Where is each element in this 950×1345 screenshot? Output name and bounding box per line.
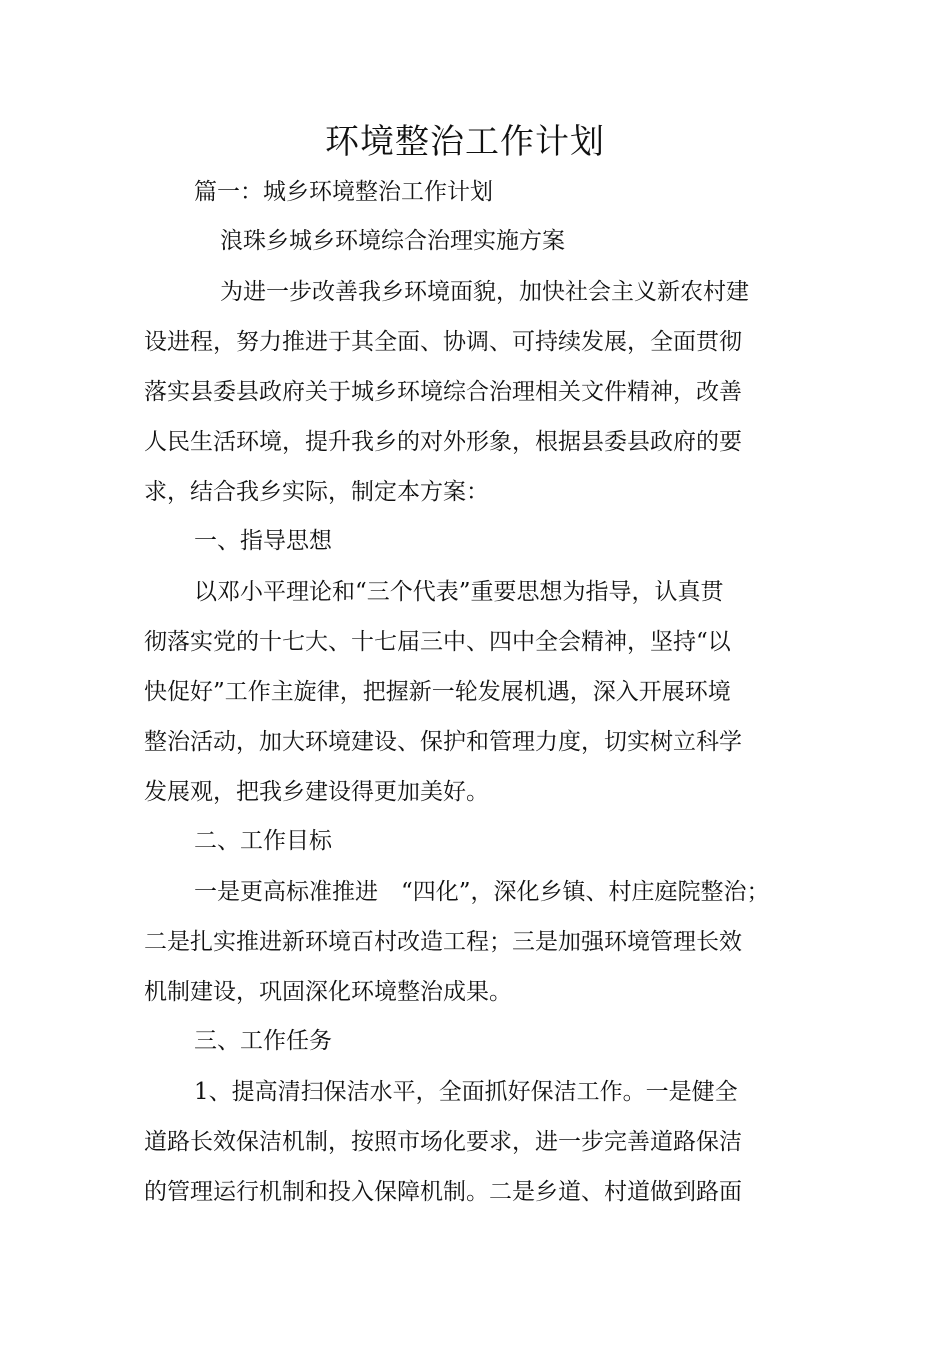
text-line: 发展观，把我乡建设得更加美好。	[144, 779, 489, 805]
section-heading-guiding-ideology: 一、指导思想	[194, 528, 332, 554]
text-line: 一是更高标准推进 “四化”，深化乡镇、村庄庭院整治；	[194, 879, 770, 905]
section-heading-work-goals: 二、工作目标	[194, 828, 332, 854]
text-line: 的管理运行机制和投入保障机制。二是乡道、村道做到路面	[144, 1179, 742, 1205]
text-line: 求，结合我乡实际，制定本方案：	[144, 479, 489, 505]
text-line: 机制建设，巩固深化环境整治成果。	[144, 979, 512, 1005]
text-line: 人民生活环境，提升我乡的对外形象，根据县委县政府的要	[144, 429, 742, 455]
text-line: 彻落实党的十七大、十七届三中、四中全会精神，坚持“以	[144, 629, 731, 655]
text-line: 为进一步改善我乡环境面貌，加快社会主义新农村建	[220, 279, 749, 305]
document-title: 环境整治工作计划	[325, 122, 605, 162]
text-line-plan-name: 浪珠乡城乡环境综合治理实施方案	[220, 228, 565, 254]
text-line: 落实县委县政府关于城乡环境综合治理相关文件精神，改善	[144, 379, 742, 405]
text-line: 以邓小平理论和“三个代表”重要思想为指导，认真贯	[194, 579, 724, 605]
text-line: 快促好”工作主旋律，把握新一轮发展机遇，深入开展环境	[144, 679, 731, 705]
text-line-subtitle: 篇一：城乡环境整治工作计划	[194, 179, 493, 205]
text-line: 二是扎实推进新环境百村改造工程；三是加强环境管理长效	[144, 929, 742, 955]
text-line: 整治活动，加大环境建设、保护和管理力度，切实树立科学	[144, 729, 742, 755]
section-heading-work-tasks: 三、工作任务	[194, 1028, 332, 1054]
text-line: 设进程，努力推进于其全面、协调、可持续发展，全面贯彻	[144, 329, 742, 355]
text-line: 道路长效保洁机制，按照市场化要求，进一步完善道路保洁	[144, 1129, 742, 1155]
text-line: 1、提高清扫保洁水平，全面抓好保洁工作。一是健全	[194, 1079, 738, 1105]
